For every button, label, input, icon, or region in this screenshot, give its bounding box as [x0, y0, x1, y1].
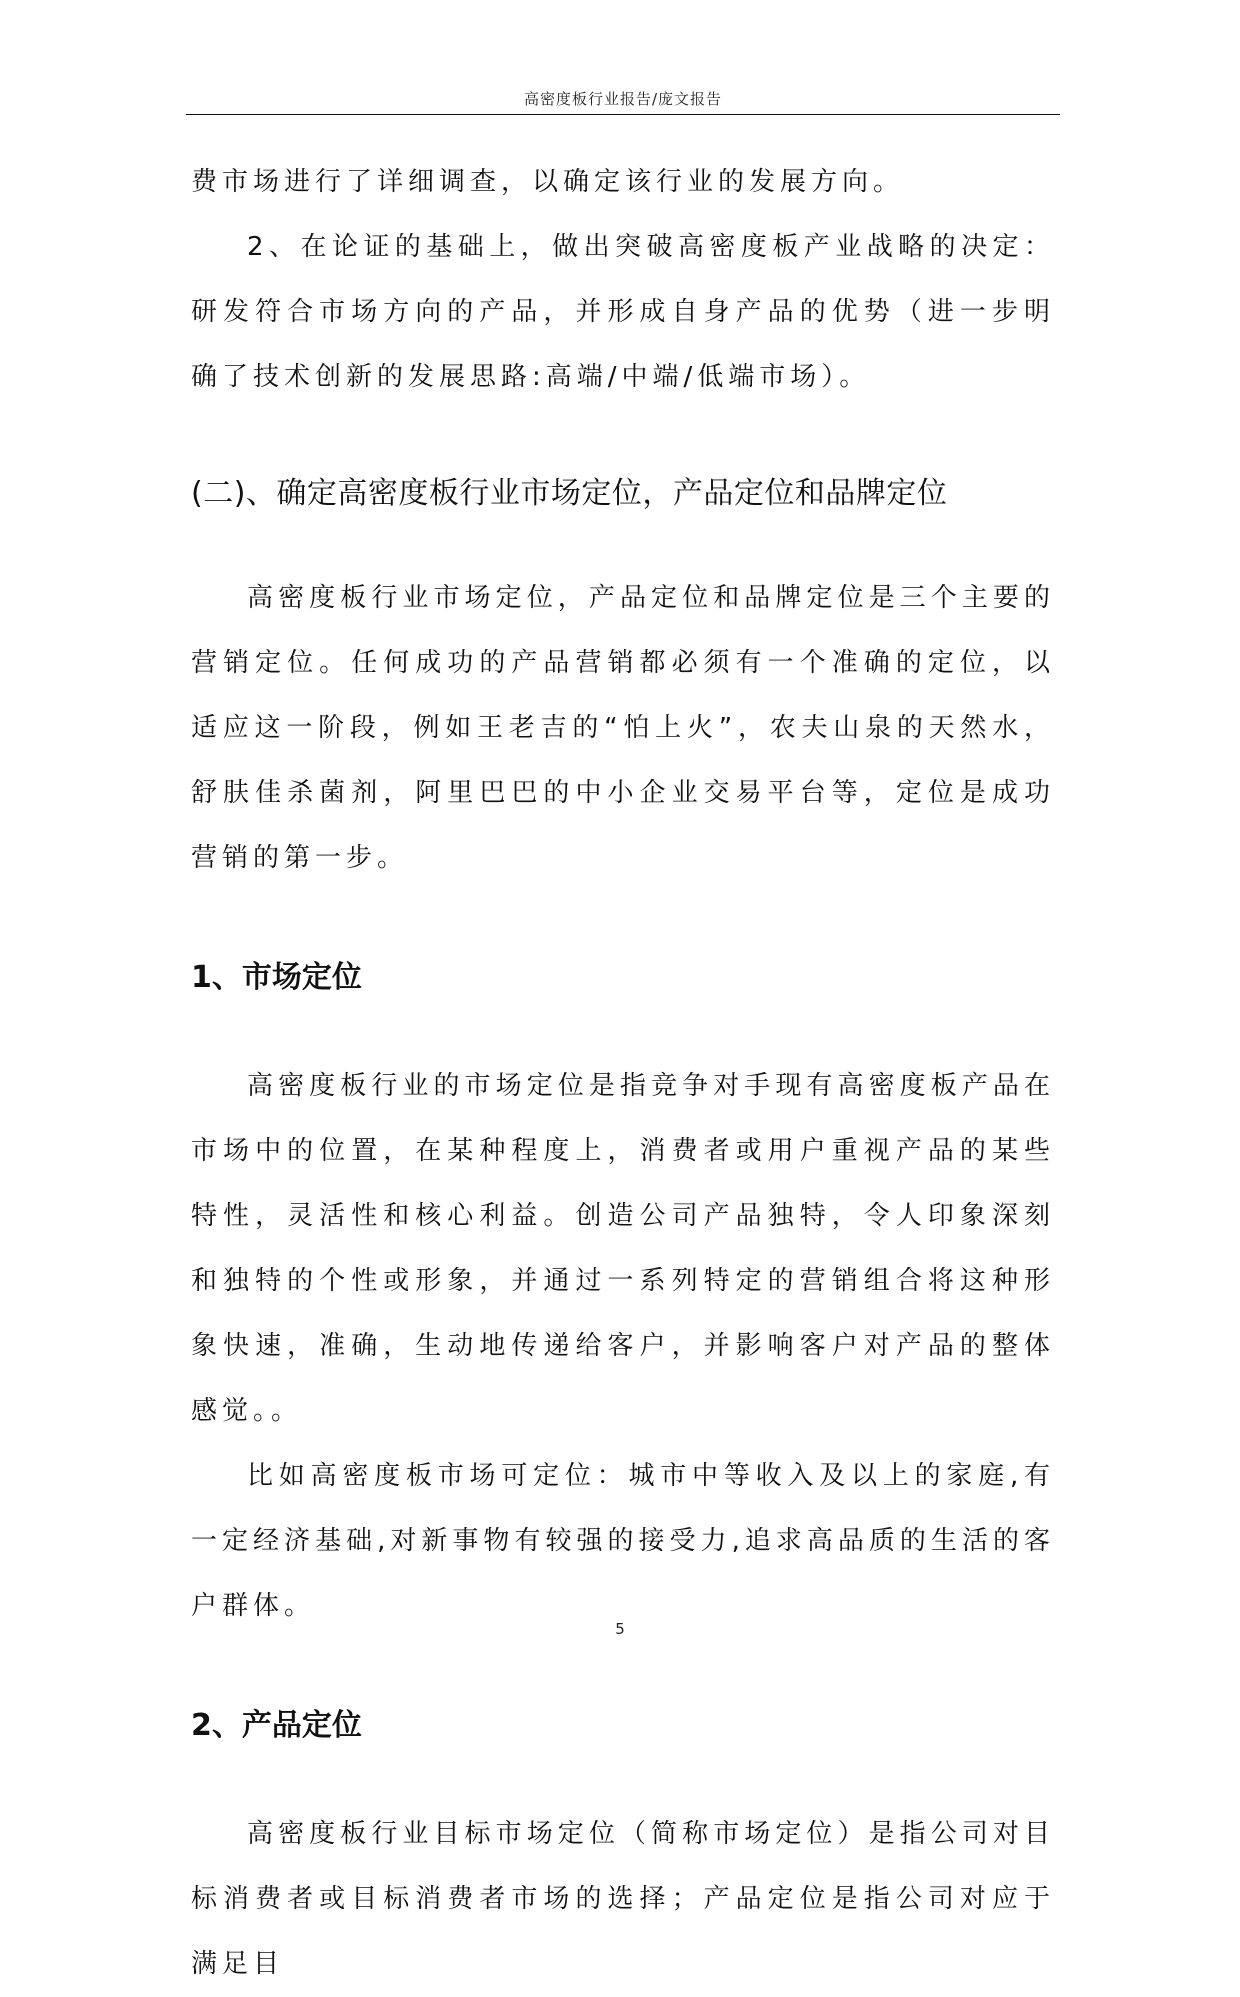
- paragraph-product-positioning: 高密度板行业目标市场定位（简称市场定位）是指公司对目标消费者或目标消费者市场的选择；产品定位是指公司对应于满足目: [191, 1819, 1055, 1979]
- running-header: 高密度板行业报告/庞文报告: [523, 90, 723, 108]
- paragraph-strategy-decision: 2、在论证的基础上，做出突破高密度板产业战略的决定：研发符合市场方向的产品，并形成自身产品的优势（进一步明确了技术创新的发展思路:高端/中端/低端市场）。: [191, 232, 1055, 392]
- subheading-product-positioning: 2、产品定位: [191, 1708, 362, 1743]
- page-number: 5: [615, 1620, 625, 1638]
- header-divider: [186, 114, 1060, 115]
- paragraph-market-example: 比如高密度板市场可定位：城市中等收入及以上的家庭,有一定经济基础,对新事物有较强的接受力,追求高品质的生活的客户群体。: [191, 1461, 1055, 1621]
- section-heading-positioning: (二)、确定高密度板行业市场定位，产品定位和品牌定位: [191, 476, 948, 511]
- page-body: [191, 150, 1055, 1997]
- paragraph-continuation: 费市场进行了详细调查，以确定该行业的发展方向。: [191, 167, 905, 197]
- subheading-market-positioning: 1、市场定位: [191, 960, 362, 995]
- paragraph-market-positioning: 高密度板行业的市场定位是指竞争对手现有高密度板产品在市场中的位置，在某种程度上，消费者或用户重视产品的某些特性，灵活性和核心利益。创造公司产品独特，令人印象深刻和独特的个性或形象，并通过一系列特定的营销组合将这种形象快速，准确，生动地传递给客户，并影响客户对产品的整体感觉。。: [191, 1071, 1055, 1426]
- paragraph-positioning-intro: 高密度板行业市场定位，产品定位和品牌定位是三个主要的营销定位。任何成功的产品营销都必须有一个准确的定位，以适应这一阶段，例如王老吉的“怕上火”，农夫山泉的天然水，舒肤佳杀菌剂，阿里巴巴的中小企业交易平台等，定位是成功营销的第一步。: [191, 583, 1055, 873]
